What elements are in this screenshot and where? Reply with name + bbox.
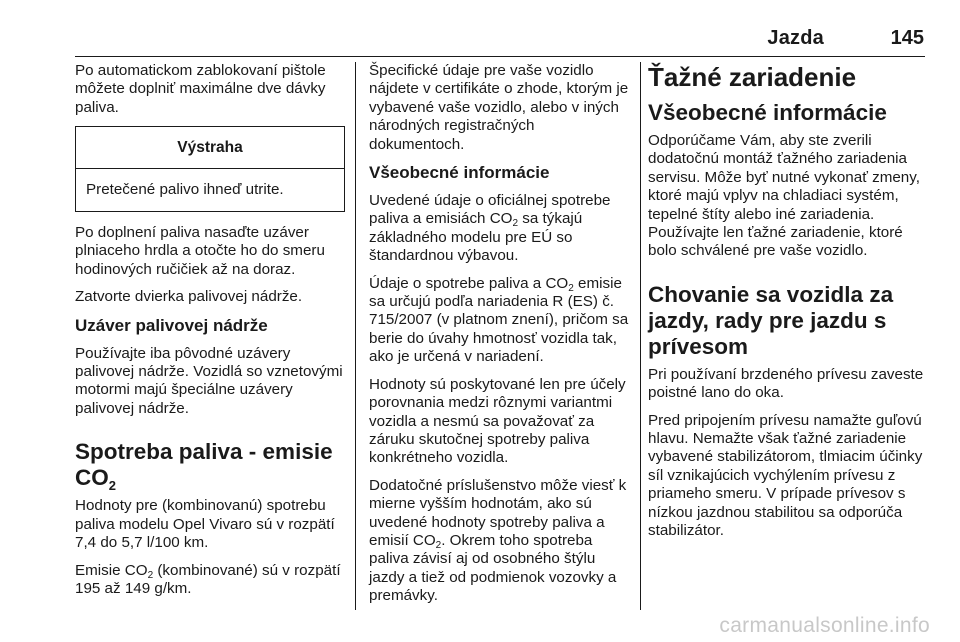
heading-general-info-towing: Všeobecné informácie [648,100,887,125]
paragraph-safety-cable: Pri používaní brzdeného prívesu zaveste poistné lano do oka. [648,365,924,402]
paragraph-comparison: Hodnoty sú poskytované len pre účely porovnania medzi rôznymi variantmi vozidla a nesmú sa považovať za záruku skutočnej spotreby paliva konkrétneho vozidla. [369,375,626,467]
paragraph-regulation [369,275,633,367]
page-number: 145 [890,27,924,49]
paragraph-close-flap: Zatvorte dvierka palivovej nádrže. [75,288,303,306]
page-header [0,0,960,60]
heading-fuel-cap: Uzáver palivovej nádrže [75,315,268,335]
heading-general-info: Všeobecné informácie [369,163,550,183]
header-divider [75,56,925,57]
paragraph-towing-install: Odporúčame Vám, aby ste zverili dodatočnú montáž ťažného zariadenia servisu. Môže byť nutné vykonať zmeny, ktoré majú vplyv na chladiaci systém, tepelné štíty alebo iné zariadenia. Používajte len ťažné zariadenie, ktoré bolo schválené pre vaše vozidlo. [648,132,920,260]
text-fragment: Uvedené údaje o oficiálnej spotrebe paliva a emisiách CO [369,192,611,228]
text-fragment: sa týkajú základného modelu pre EÚ so štandardnou výbavou. [369,210,583,265]
paragraph-emission-values [75,562,345,599]
text-fragment: Údaje o spotrebe paliva a CO [369,274,569,292]
paragraph-consumption-values: Hodnoty pre (kombinovanú) spotrebu paliva modelu Opel Vivaro sú v rozpätí 7,4 do 5,7 l/100 km. [75,497,335,552]
heading-towing-device: Ťažné zariadenie [648,62,857,92]
warning-title: Výstraha [76,127,344,168]
heading-subscript: 2 [108,478,116,494]
column-right [648,62,924,550]
text-fragment: emisie sa určujú podľa nariadenia R (ES) č. 715/2007 (v platnom znení), pričom sa berie do úvahy hmotnosť vozidla tak, ako je určená v nariadení. [369,274,629,366]
warning-text: Pretečené palivo ihneď utrite. [86,180,284,198]
watermark: carmanualsonline.info [719,614,930,637]
paragraph-accessories [369,477,633,606]
paragraph-fuel-cap: Používajte iba pôvodné uzávery palivovej nádrže. Vozidlá so vznetovými motormi majú špeciálne uzávery palivovej nádrže. [75,344,343,417]
column-divider-left [355,62,356,610]
text-fragment: Dodatočné príslušenstvo môže viesť k mierne vyšším hodnotám, ako sú uvedené hodnoty spotreby paliva a emisií CO [369,476,627,549]
section-title: Jazda [767,27,824,49]
heading-fuel-consumption [75,439,345,494]
text-fragment: Emisie CO [75,561,148,579]
heading-trailer-driving: Chovanie sa vozidla za jazdy, rady pre jazdu s prívesom [648,281,894,359]
column-divider-right [640,62,641,610]
subscript: 2 [147,569,154,581]
text-fragment: . Okrem toho spotreba paliva závisí aj od osobného štýlu jazdy a tiež od podmienok vozovky a premávky. [369,531,617,605]
text-fragment: (kombinované) sú v rozpätí 195 až 149 g/km. [75,561,341,597]
paragraph-refuel-max: Po automatickom zablokovaní pištole môžete doplniť maximálne dve dávky paliva. [75,62,326,116]
subscript: 2 [568,282,574,294]
paragraph-certificate: Špecifické údaje pre vaše vozidlo nájdete v certifikáte o zhode, ktorým je vybavené vaše vozidlo, alebo v iných národných registračných dokumentoch. [369,62,629,153]
paragraph-ball-grease: Pred pripojením prívesu namažte guľovú hlavu. Nemažte však ťažné zariadenie vybavené stabilizátorom, tlmiacim účinky síl vznikajúcich vychýlením prívesu z priameho smeru. V prípade prívesov s nízkou jazdnou stabilitou sa odporúča stabilizátor. [648,411,923,540]
warning-box [75,126,345,212]
column-middle [369,62,633,615]
paragraph-official-data [369,192,633,266]
paragraph-cap-close: Po doplnení paliva nasaďte uzáver plniaceho hrdla a otočte ho do smeru hodinových ručičiek až na doraz. [75,224,325,278]
heading-fuel-consumption-text: Spotreba paliva - emisie CO [75,439,333,491]
subscript: 2 [435,539,442,551]
subscript: 2 [512,218,519,230]
column-left [75,62,345,607]
